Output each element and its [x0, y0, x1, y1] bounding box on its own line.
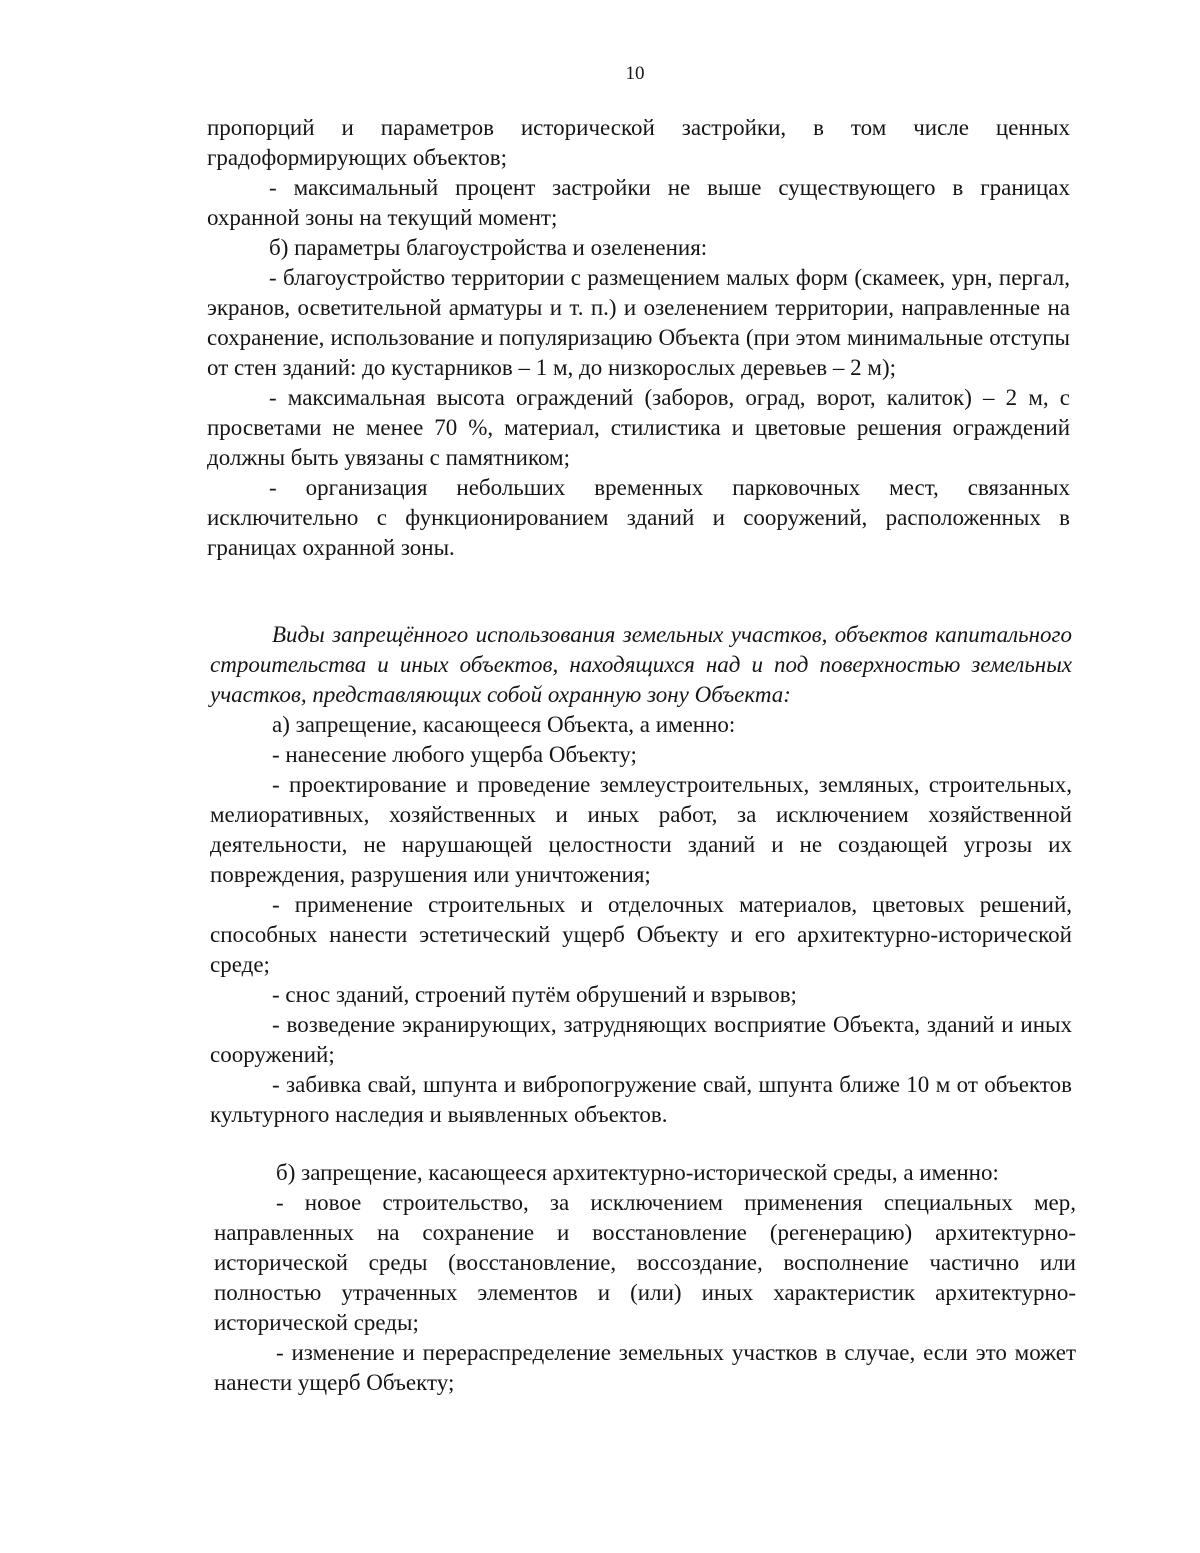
paragraph: - изменение и перераспределение земельных участков в случае, если это может нанести ущерб Объекту;	[214, 1340, 1076, 1395]
paragraph: - возведение экранирующих, затрудняющих восприятие Объекта, зданий и иных сооружений;	[210, 1012, 1072, 1067]
paragraph: - благоустройство территории с размещением малых форм (скамеек, урн, пергал, экранов, осветительной арматуры и т. п.) и озеленением территории, направленные на сохранение, использование и популяризацию Объекта (при этом минимальные отступы от стен зданий: до кустарников – 1 м, до низкорослых деревьев – 2 м);	[207, 265, 1070, 380]
paragraph: - забивка свай, шпунта и вибропогружение свай, шпунта ближе 10 м от объектов культурного наследия и выявленных объектов.	[210, 1072, 1072, 1127]
paragraph: а) запрещение, касающееся Объекта, а именно:	[272, 712, 736, 737]
paragraph: б) запрещение, касающееся архитектурно-исторической среды, а именно:	[276, 1160, 999, 1185]
paragraph: - применение строительных и отделочных материалов, цветовых решений, способных нанести эстетический ущерб Объекту и его архитектурно-исторической среде;	[210, 892, 1072, 977]
paragraph: - проектирование и проведение землеустроительных, земляных, строительных, мелиоративных, хозяйственных и иных работ, за исключением хозяйственной деятельности, не нарушающей целостности зданий и не создающей угрозы их повреждения, разрушения или уничтожения;	[210, 772, 1072, 887]
environment-prohibitions-section	[214, 1158, 1076, 1398]
paragraph: пропорций и параметров исторической застройки, в том числе ценных градоформирующих объектов;	[207, 115, 1070, 170]
paragraph: - максимальная высота ограждений (заборов, оград, ворот, калиток) – 2 м, с просветами не менее 70 %, материал, стилистика и цветовые решения ограждений должны быть увязаны с памятником;	[207, 385, 1070, 470]
paragraph: - организация небольших временных парковочных мест, связанных исключительно с функционированием зданий и сооружений, расположенных в границах охранной зоны.	[207, 475, 1070, 560]
permitted-parameters-section	[207, 113, 1070, 563]
prohibited-use-section	[210, 620, 1072, 1130]
paragraph: б) параметры благоустройства и озеленения:	[269, 235, 708, 260]
paragraph: - нанесение любого ущерба Объекту;	[272, 742, 637, 767]
paragraph: - новое строительство, за исключением применения специальных мер, направленных на сохранение и восстановление (регенерацию) архитектурно-исторической среды (восстановление, воссоздание, восполнение частично или полностью утраченных элементов и (или) иных характеристик архитектурно-исторической среды;	[214, 1190, 1076, 1335]
section-heading: Виды запрещённого использования земельных участков, объектов капитального строительства и иных объектов, находящихся над и под поверхностью земельных участков, представляющих собой охранную зону Объекта:	[210, 622, 1072, 707]
page-number: 10	[625, 63, 645, 84]
paragraph: - максимальный процент застройки не выше существующего в границах охранной зоны на текущий момент;	[207, 175, 1070, 230]
paragraph: - снос зданий, строений путём обрушений и взрывов;	[272, 982, 797, 1007]
